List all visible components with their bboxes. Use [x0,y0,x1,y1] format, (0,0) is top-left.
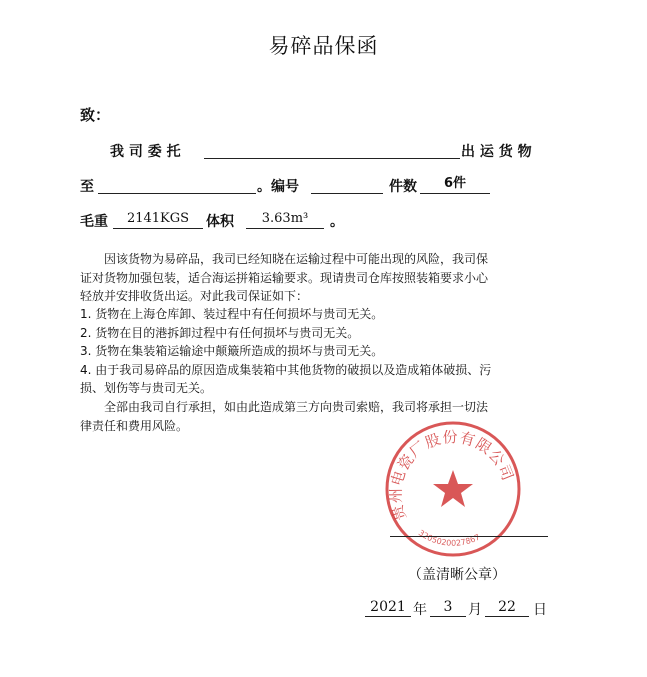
paragraph-1 [80,250,488,306]
signature-line [390,536,548,537]
consignee-field [204,140,460,159]
seal-note: （盖清晰公章） [408,567,506,583]
stamp-company-text: 贵州电瓷厂股份有限公司 [386,428,518,523]
stamp-number-text: 3205020027867 [416,528,482,548]
list-item: 4. 由于我司易碎品的原因造成集装箱中其他货物的破损以及造成箱体破损、污 [80,362,492,377]
consign-row [110,141,181,161]
consign-lead: 我 司 委 托 [110,144,181,160]
date-day-label: 日 [533,602,547,618]
consign-tail: 出 运 货 物 [461,144,532,160]
company-seal-stamp [382,418,524,560]
list-item: 损、划伤等与贵司无关。 [80,381,213,395]
list-item: 2. 货物在目的港拆卸过程中有任何损坏与贵司无关。 [80,325,360,340]
date-month-label: 月 [468,602,482,618]
paragraph-1-line: 因该货物为易碎品，我司已经知晓在运输过程中可能出现的风险，我司保 [104,252,489,266]
list-item: 1. 货物在上海仓库卸、装过程中有任何损坏与贵司无关。 [80,307,384,321]
date-month: 3 [430,598,466,617]
paragraph-2-line: 全部由我司自行承担，如由此造成第三方向贵司索赔，我司将承担一切法 [104,400,489,414]
pieces-label: 件数 [389,179,417,195]
to-label: 致： [80,106,111,124]
paragraph-1-line: 证对货物加强包装，适合海运拼箱运输要求。现请贵司仓库按照装箱要求小心 [80,270,489,285]
date-year-label: 年 [413,602,427,618]
date-year: 2021 [365,598,411,617]
paragraph-1-line: 轻放并安排收货出运。对此我司保证如下： [80,289,309,303]
paragraph-2-line: 律责任和费用风险。 [80,418,189,433]
dest-label: 至 [80,179,94,195]
page-title: 易碎品保函 [268,34,379,58]
date-day: 22 [485,598,529,617]
row3-end: 。 [330,214,344,230]
stamp-star-icon [433,470,473,507]
destination-field [98,175,256,194]
guarantee-list [80,305,491,398]
pieces-field: 6件 [420,175,490,194]
number-label: 。编号 [257,179,299,195]
number-field [311,175,383,194]
weight-label: 毛重 [80,214,108,230]
volume-field: 3.63m³ [246,210,324,229]
list-item: 3. 货物在集装箱运输途中颠簸所造成的损坏与贵司无关。 [80,344,384,358]
weight-field: 2141KGS [113,210,203,229]
volume-label: 体积 [206,214,234,230]
